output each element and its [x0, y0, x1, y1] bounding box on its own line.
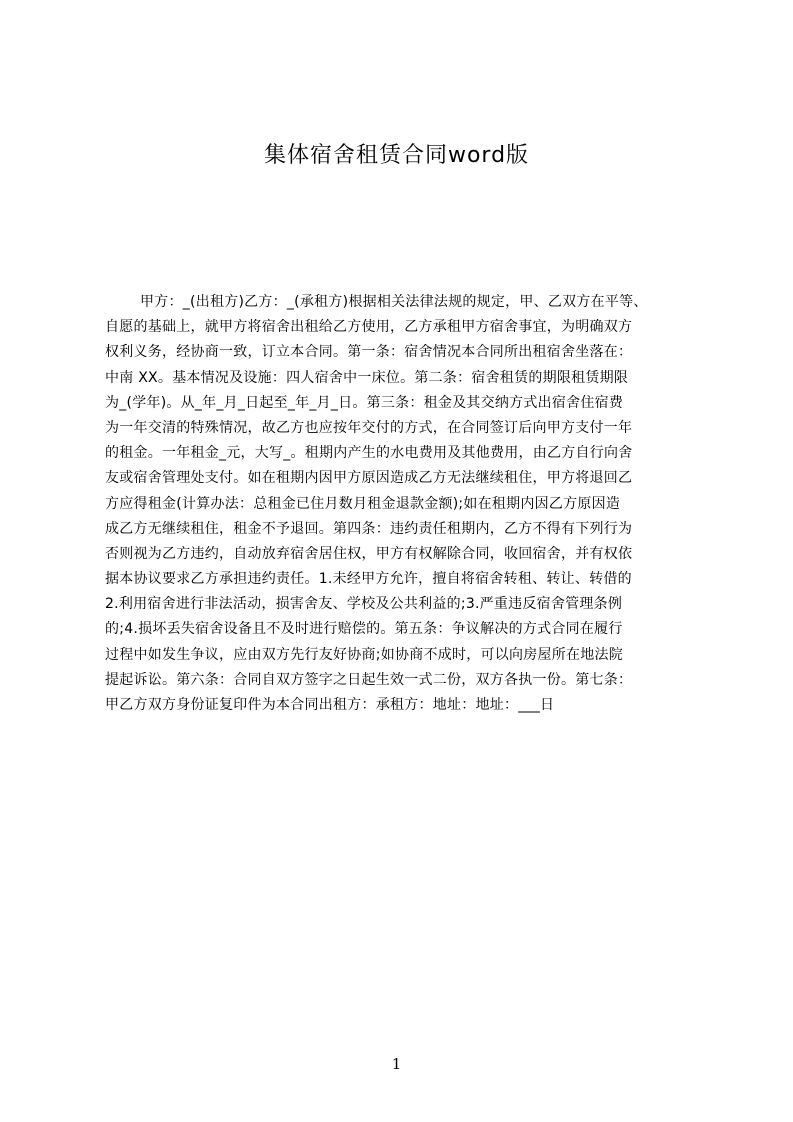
- body-line: 过程中如发生争议，应由双方先行友好协商;如协商不成时，可以向房屋所在地法院: [105, 646, 623, 663]
- body-line: 据本协议要求乙方承担违约责任。1.未经甲方允许，擅自将宿舍转租、转让、转借的: [105, 571, 632, 588]
- body-line: 甲乙方双方身份证复印件为本合同出租方：承租方：地址：地址：___日: [105, 697, 555, 713]
- body-line: 为_(学年)。从_年_月_日起至_年_月_日。第三条：租金及其交纳方式出宿舍住宿费: [105, 394, 624, 411]
- body-line: 的租金。一年租金_元，大写_。租期内产生的水电费用及其他费用，由乙方自行向舍: [105, 445, 633, 462]
- contract-body: [105, 290, 705, 718]
- body-line: 中南 XX。基本情况及设施：四人宿舍中一床位。第二条：宿舍租赁的期限租赁期限: [105, 369, 629, 386]
- page-number: 1: [391, 1055, 402, 1073]
- body-line: 的;4.损坏丢失宿舍设备且不及时进行赔偿的。第五条：争议解决的方式合同在履行: [105, 621, 623, 638]
- body-line: 为一年交清的特殊情况，故乙方也应按年交付的方式，在合同签订后向甲方支付一年: [105, 419, 633, 436]
- document-title: 集体宿舍租赁合同word版: [263, 143, 530, 168]
- body-line: 2.利用宿舍进行非法活动，损害舍友、学校及公共利益的;3.严重违反宿舍管理条例: [105, 596, 623, 613]
- body-line: 成乙方无继续租住，租金不予退回。第四条：违约责任租期内，乙方不得有下列行为: [105, 520, 633, 537]
- body-line: 提起诉讼。第六条：合同自双方签字之日起生效一式二份，双方各执一份。第七条：: [105, 671, 633, 688]
- body-line: 权利义务，经协商一致，订立本合同。第一条：宿舍情况本合同所出租宿舍坐落在：: [105, 344, 633, 361]
- body-line: 自愿的基础上，就甲方将宿舍出租给乙方使用，乙方承租甲方宿舍事宜，为明确双方: [105, 319, 633, 336]
- body-line: 方应得租金(计算办法：总租金已住月数月租金退款金额);如在租期内因乙方原因造: [105, 495, 621, 512]
- body-line: 甲方：_(出租方)乙方：_(承租方)根据相关法律法规的规定，甲、乙双方在平等、: [140, 294, 648, 310]
- body-line: 友或宿舍管理处支付。如在租期内因甲方原因造成乙方无法继续租住，甲方将退回乙: [105, 470, 633, 487]
- body-line: 否则视为乙方违约，自动放弃宿舍居住权，甲方有权解除合同，收回宿舍，并有权依: [105, 545, 633, 562]
